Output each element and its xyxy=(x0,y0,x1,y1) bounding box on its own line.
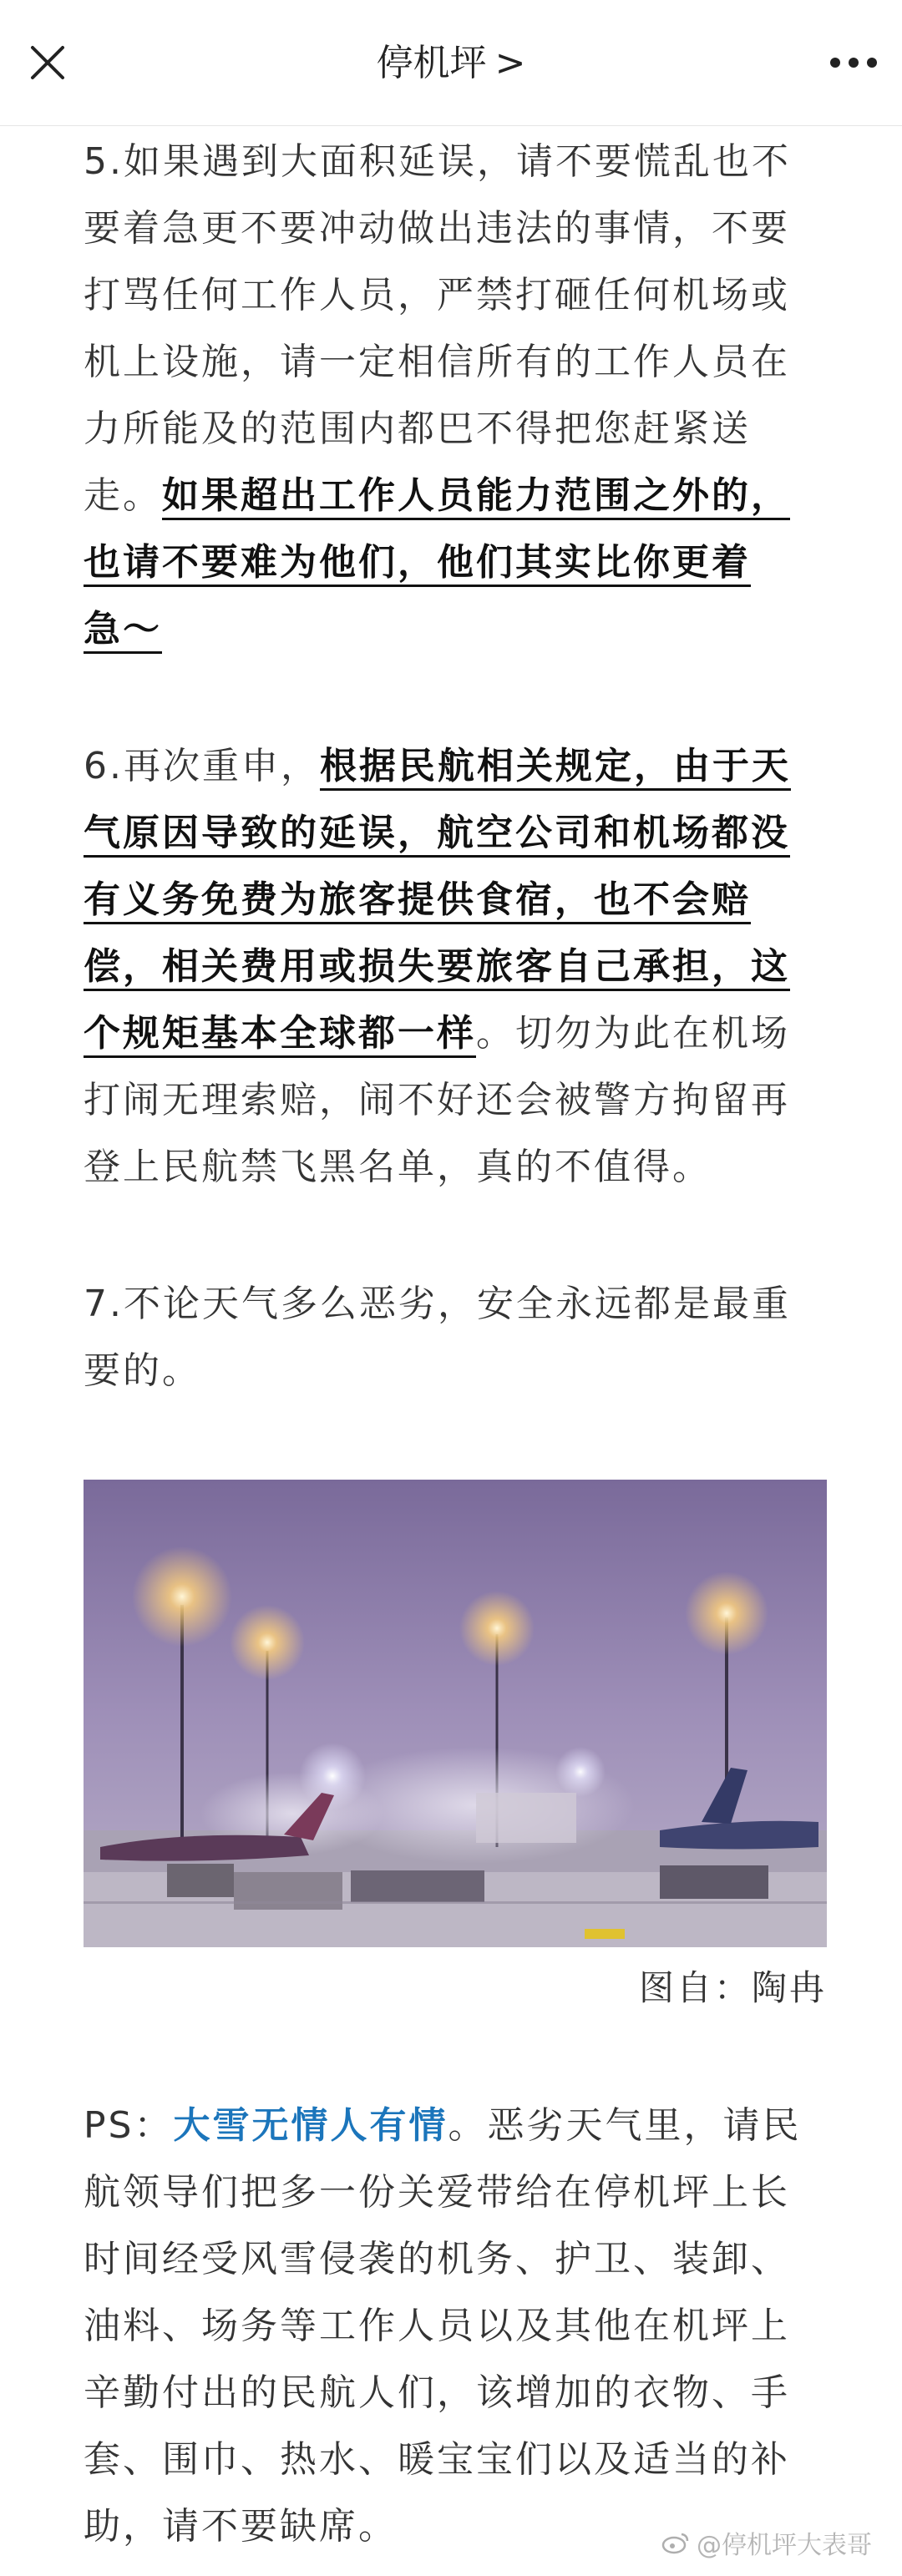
more-dots-icon xyxy=(829,56,879,69)
ps-paragraph xyxy=(84,2089,827,2560)
paragraph-5 xyxy=(84,125,827,663)
account-title-link[interactable] xyxy=(0,40,902,87)
paragraph-6-bold: 根据民航相关规定，由于天气原因导致的延误，航空公司和机场都没有义务免费为旅客提供食宿，也不会赔偿，相关费用或损失要旅客自己承担，这个规矩基本全球都一样 xyxy=(84,745,791,1055)
paragraph-6 xyxy=(84,730,827,1201)
airport-snow-photo[interactable] xyxy=(84,1480,827,1947)
weibo-logo-icon xyxy=(661,2531,690,2554)
watermark-text: @停机坪大表哥 xyxy=(697,2531,872,2560)
paragraph-6-tail: 。切勿为此在机场打闹无理索赔，闹不好还会被警方拘留再登上民航禁飞黑名单，真的不值得。 xyxy=(84,1012,790,1188)
page-title: 停机坪 xyxy=(376,42,487,84)
weibo-watermark xyxy=(661,2524,872,2561)
ps-highlight-link[interactable]: 大雪无情人有情 xyxy=(173,2104,448,2147)
paragraph-7: 7.不论天气多么恶劣，安全永远都是最重要的。 xyxy=(84,1283,791,1392)
article-body xyxy=(84,125,827,2560)
top-bar xyxy=(0,0,902,126)
more-button[interactable] xyxy=(820,33,887,92)
ps-label: PS： xyxy=(84,2104,174,2147)
ps-text: 。恶劣天气里，请民航领导们把多一份关爱带给在停机坪上长时间经受风雪侵袭的机务、护卫、装卸、油料、场务等工作人员以及其他在机坪上辛勤付出的民航人们，该增加的衣物、手套、围巾、热水、暖宝宝们以及适当的补助，请不要缺席。 xyxy=(84,2104,802,2548)
paragraph-5-bold: 如果超出工作人员能力范围之外的，也请不要难为他们，他们其实比你更着急〜 xyxy=(84,474,790,650)
paragraph-5-text: 5.如果遇到大面积延误，请不要慌乱也不要着急更不要冲动做出违法的事情，不要打骂任何工作人员，严禁打砸任何机场或机上设施，请一定相信所有的工作人员在力所能及的范围内都巴不得把您赶紧送走。 xyxy=(84,140,791,517)
chevron-right-icon: > xyxy=(494,42,526,84)
paragraph-6-lead: 6.再次重申， xyxy=(84,745,320,787)
image-caption: 图自：陶冉 xyxy=(638,1967,827,2008)
